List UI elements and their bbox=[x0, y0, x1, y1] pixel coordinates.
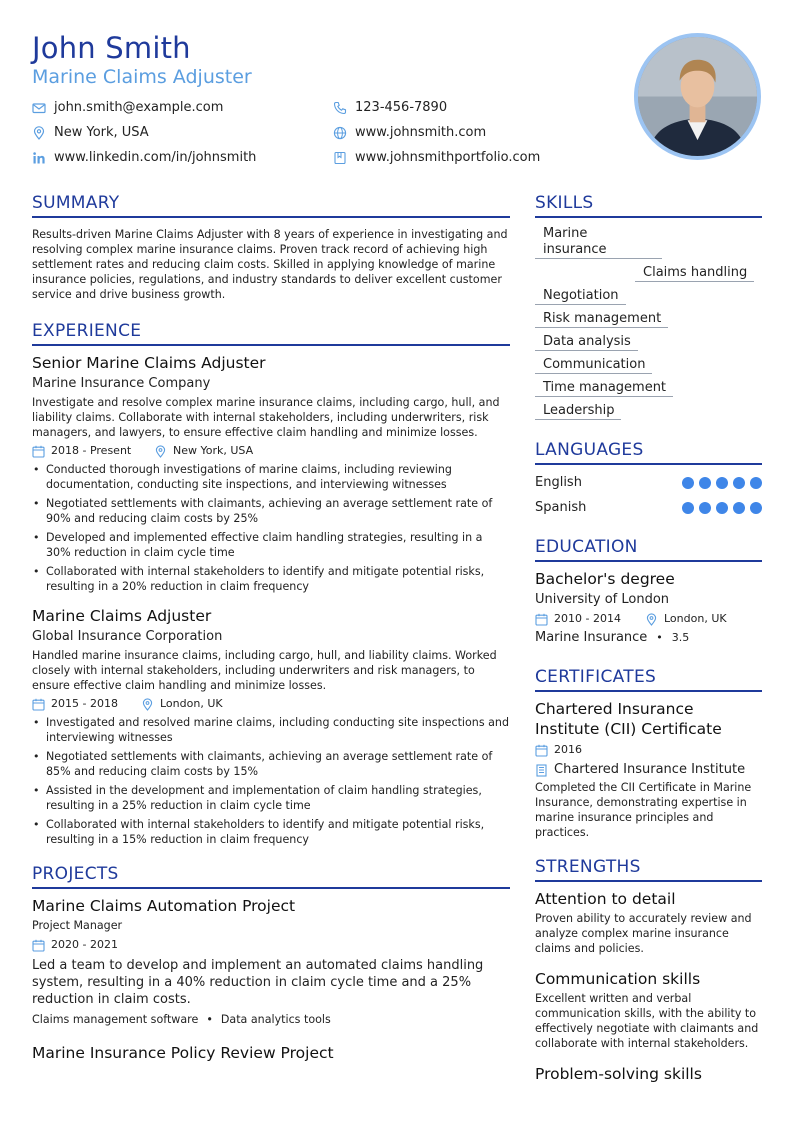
project-meta bbox=[32, 937, 510, 953]
project-title: Marine Insurance Policy Review Project bbox=[32, 1044, 334, 1062]
contact-phone[interactable] bbox=[333, 100, 447, 115]
contact-location bbox=[32, 125, 149, 140]
job-entry bbox=[32, 353, 510, 594]
job-description: Investigate and resolve complex marine insurance claims, including cargo, hull, and liability claims. Collaborate with internal stakeholders, including underwriters, risk managers, and lawyers, to ensure effective claim handling and minimize losses. bbox=[32, 396, 500, 439]
level-dot bbox=[733, 477, 745, 489]
contact-linkedin[interactable] bbox=[32, 150, 256, 165]
level-dot bbox=[699, 502, 711, 514]
education-location: London, UK bbox=[664, 612, 727, 625]
certificates-section bbox=[535, 666, 762, 840]
education-meta bbox=[535, 611, 762, 627]
level-dot bbox=[750, 502, 762, 514]
education-field: Marine Insurance bbox=[535, 630, 648, 645]
skills-section bbox=[535, 192, 762, 420]
list-item: • Negotiated settlements with claimants, achieving an average settlement rate of 85% and reducing claim costs by 15% bbox=[32, 749, 510, 779]
tool-tag: Claims management software bbox=[32, 1013, 199, 1026]
map-pin-icon bbox=[645, 613, 658, 626]
level-dot bbox=[699, 477, 711, 489]
language-row bbox=[535, 470, 762, 495]
job-bullets bbox=[32, 715, 510, 847]
job-dates: 2015 - 2018 bbox=[51, 697, 118, 710]
level-dot bbox=[716, 502, 728, 514]
certificate-issuer: Chartered Insurance Institute bbox=[554, 762, 746, 777]
list-item: • Developed and implemented effective claim handling strategies, resulting in a 30% reduction in claim cycle time bbox=[32, 530, 510, 560]
contact-portfolio[interactable] bbox=[333, 150, 540, 165]
certificate-year: 2016 bbox=[554, 743, 582, 756]
job-location: London, UK bbox=[160, 697, 223, 710]
phone-text: 123-456-7890 bbox=[355, 100, 448, 115]
map-pin-icon bbox=[154, 445, 167, 458]
location-text: New York, USA bbox=[54, 125, 149, 140]
projects-section bbox=[32, 863, 510, 1063]
certificate-year-row bbox=[535, 742, 762, 758]
building-icon bbox=[535, 764, 548, 777]
skill-tag: Communication bbox=[535, 357, 652, 374]
left-column bbox=[32, 192, 510, 1063]
certificate-description: Completed the CII Certificate in Marine Insurance, demonstrating expertise in marine insurance principles and practices. bbox=[535, 781, 752, 839]
summary-text: Results-driven Marine Claims Adjuster with 8 years of experience in investigating and resolving complex marine insurance claims. Proven track record of achieving high settlement rates and reducing claim costs. Skilled in applying knowledge of marine insurance policies, regulations, and industry standards to deliver excellent customer service and drive business growth. bbox=[32, 228, 508, 301]
calendar-icon bbox=[32, 698, 45, 711]
skill-tag: Data analysis bbox=[535, 334, 638, 351]
contact-email[interactable] bbox=[32, 100, 223, 115]
strength-item bbox=[535, 969, 762, 1051]
envelope-icon bbox=[32, 101, 46, 115]
job-bullets bbox=[32, 462, 510, 594]
globe-icon bbox=[333, 126, 347, 140]
education-gpa: 3.5 bbox=[671, 631, 690, 644]
summary-heading: SUMMARY bbox=[32, 192, 510, 218]
project-role: Project Manager bbox=[32, 919, 123, 932]
job-title: Senior Marine Claims Adjuster bbox=[32, 354, 266, 372]
map-pin-icon bbox=[32, 126, 46, 140]
skill-tag: Negotiation bbox=[535, 288, 626, 305]
experience-section bbox=[32, 320, 510, 847]
job-company: Global Insurance Corporation bbox=[32, 629, 223, 644]
strength-item bbox=[535, 1064, 762, 1084]
strength-title: Attention to detail bbox=[535, 890, 676, 908]
strength-text: Excellent written and verbal communication skills, with the ability to effectively negotiate with claimants and collaborate with internal stakeholders. bbox=[535, 992, 759, 1050]
candidate-name: John Smith bbox=[32, 31, 191, 65]
job-description: Handled marine insurance claims, including cargo, hull, and liability claims. Worked closely with internal stakeholders, including underwriters and risk managers, to ensure effective claim handling and minimize losses. bbox=[32, 649, 497, 692]
linkedin-text: www.linkedin.com/in/johnsmith bbox=[54, 150, 257, 165]
job-company: Marine Insurance Company bbox=[32, 376, 211, 391]
languages-list bbox=[535, 470, 762, 520]
language-name: Spanish bbox=[535, 500, 587, 515]
list-item: • Negotiated settlements with claimants, achieving an average settlement rate of 90% and reducing claim costs by 25% bbox=[32, 496, 510, 526]
language-row bbox=[535, 495, 762, 520]
linkedin-icon bbox=[32, 151, 46, 165]
education-dates: 2010 - 2014 bbox=[554, 612, 621, 625]
languages-section bbox=[535, 439, 762, 520]
skill-tag: Marine insurance bbox=[535, 226, 662, 259]
language-name: English bbox=[535, 475, 582, 490]
profile-photo bbox=[634, 33, 761, 160]
list-item: • Assisted in the development and implementation of claim handling strategies, resulting in a 25% reduction in claim cycle time bbox=[32, 783, 510, 813]
right-column bbox=[535, 192, 762, 1084]
tool-tag: Data analytics tools bbox=[220, 1013, 331, 1026]
contact-website[interactable] bbox=[333, 125, 486, 140]
project-entry bbox=[32, 896, 510, 1028]
list-item: • Conducted thorough investigations of marine claims, including reviewing documentation, conducting site inspections, and interviewing witnesses bbox=[32, 462, 510, 492]
calendar-icon bbox=[535, 613, 548, 626]
strength-title: Communication skills bbox=[535, 970, 701, 988]
website-text: www.johnsmith.com bbox=[355, 125, 487, 140]
project-tools bbox=[32, 1012, 510, 1028]
separator-dot: • bbox=[206, 1013, 213, 1026]
project-dates: 2020 - 2021 bbox=[51, 938, 118, 951]
certificate-name: Chartered Insurance Institute (CII) Certificate bbox=[535, 700, 722, 738]
strengths-section bbox=[535, 856, 762, 1084]
job-dates: 2018 - Present bbox=[51, 444, 132, 457]
project-title: Marine Claims Automation Project bbox=[32, 897, 296, 915]
language-level bbox=[682, 502, 762, 514]
phone-icon bbox=[333, 101, 347, 115]
job-location: New York, USA bbox=[173, 444, 254, 457]
strength-item bbox=[535, 889, 762, 956]
degree: Bachelor's degree bbox=[535, 570, 675, 588]
education-section bbox=[535, 536, 762, 646]
email-text: john.smith@example.com bbox=[54, 100, 224, 115]
bookmark-icon bbox=[333, 151, 347, 165]
list-item: • Collaborated with internal stakeholders to identify and mitigate potential risks, resulting in a 15% reduction in claim frequency bbox=[32, 817, 510, 847]
strength-title: Problem-solving skills bbox=[535, 1065, 702, 1083]
certificates-heading: CERTIFICATES bbox=[535, 666, 762, 692]
languages-heading: LANGUAGES bbox=[535, 439, 762, 465]
level-dot bbox=[750, 477, 762, 489]
education-heading: EDUCATION bbox=[535, 536, 762, 562]
skill-tag: Claims handling bbox=[635, 265, 754, 282]
candidate-role: Marine Claims Adjuster bbox=[32, 66, 252, 88]
calendar-icon bbox=[535, 744, 548, 757]
skills-heading: SKILLS bbox=[535, 192, 762, 218]
experience-heading: EXPERIENCE bbox=[32, 320, 510, 346]
list-item: • Collaborated with internal stakeholders to identify and mitigate potential risks, resulting in a 20% reduction in claim frequency bbox=[32, 564, 510, 594]
education-field-row bbox=[535, 630, 762, 646]
calendar-icon bbox=[32, 445, 45, 458]
level-dot bbox=[682, 502, 694, 514]
skill-tag: Leadership bbox=[535, 403, 621, 420]
strength-text: Proven ability to accurately review and analyze complex marine insurance claims and policies. bbox=[535, 912, 752, 955]
projects-heading: PROJECTS bbox=[32, 863, 510, 889]
project-entry bbox=[32, 1043, 510, 1063]
separator-dot: • bbox=[656, 631, 663, 644]
job-meta bbox=[32, 696, 510, 712]
level-dot bbox=[682, 477, 694, 489]
job-entry bbox=[32, 606, 510, 847]
portfolio-text: www.johnsmithportfolio.com bbox=[355, 150, 541, 165]
list-item: • Investigated and resolved marine claims, including conducting site inspections and interviewing witnesses bbox=[32, 715, 510, 745]
school: University of London bbox=[535, 592, 670, 607]
header bbox=[32, 30, 632, 90]
skills-list bbox=[535, 226, 762, 420]
skill-tag: Time management bbox=[535, 380, 673, 397]
project-description: Led a team to develop and implement an automated claims handling system, resulting in a 40% reduction in claim cycle time and a 25% reduction in claim costs. bbox=[32, 958, 484, 1007]
calendar-icon bbox=[32, 939, 45, 952]
job-meta bbox=[32, 443, 510, 459]
level-dot bbox=[733, 502, 745, 514]
skill-tag: Risk management bbox=[535, 311, 668, 328]
certificate-issuer-row bbox=[535, 762, 762, 778]
map-pin-icon bbox=[141, 698, 154, 711]
language-level bbox=[682, 477, 762, 489]
strengths-heading: STRENGTHS bbox=[535, 856, 762, 882]
summary-section bbox=[32, 192, 510, 302]
job-title: Marine Claims Adjuster bbox=[32, 607, 212, 625]
level-dot bbox=[716, 477, 728, 489]
